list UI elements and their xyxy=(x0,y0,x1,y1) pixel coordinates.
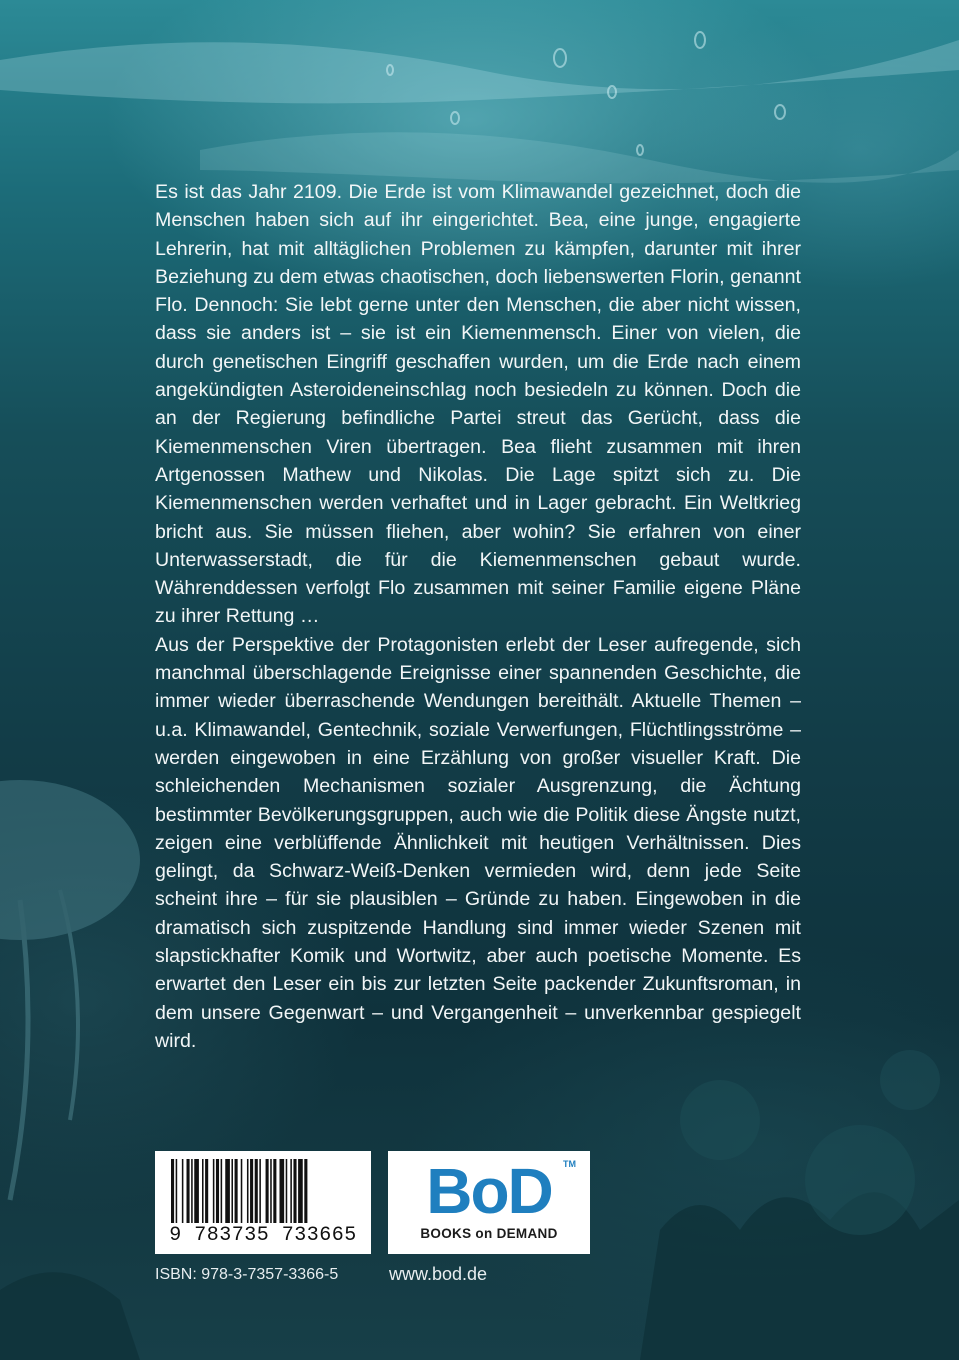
publisher-website[interactable]: www.bod.de xyxy=(389,1264,488,1284)
barcode-digits: 9 783735 733665 xyxy=(169,1224,357,1247)
bod-logo-text: BoD xyxy=(426,1155,552,1227)
barcode-bars xyxy=(171,1159,355,1223)
blurb-paragraph: Es ist das Jahr 2109. Die Erde ist vom Klimawandel gezeichnet, doch die Menschen haben sich auf ihr eingerichtet. Bea, eine junge, engagierte Lehrerin, hat mit alltäglichen Problemen zu kämpfen, darunter mit ihrer Beziehung zu dem etwas chaotischen, doch liebenswerten Florin, genannt Flo. Dennoch: Sie lebt gerne unter den Menschen, die aber nicht wissen, dass sie anders ist – sie ist ein Kiemenmensch. Einer von vielen, die durch genetischen Eingriff geschaffen wurden, um die Erde nach einem angekündigten Asteroideneinschlag noch besiedeln zu können. Doch die an der Regierung befindliche Partei streut das Gerücht, dass die Kiemenmenschen Viren übertragen. Bea flieht zusammen mit ihren Artgenossen Mathew und Nikolas. Die Lage spitzt sich zu. Die Kiemenmenschen werden verhaftet und in Lager gebracht. Ein Weltkrieg bricht aus. Sie müssen fliehen, aber wohin? Sie erfahren von einer Unterwasserstadt, die für die Kiemenmenschen gebaut wurde. Währenddessen verfolgt Flo zusammen mit seiner Familie eigene Pläne zu ihrer Rettung … xyxy=(155,181,801,628)
barcode xyxy=(155,1151,371,1254)
blurb-text xyxy=(155,178,801,1055)
trademark-mark: TM xyxy=(563,1159,576,1169)
blurb-paragraph: Aus der Perspektive der Protagonisten erlebt der Leser aufregende, sich manchmal überschlagende Ereignisse einer spannenden Geschichte, die immer wieder überraschende Wendungen bereithält. Aktuelle Themen – u.a. Klimawandel, Gentechnik, soziale Verwerfungen, Flüchtlingsströme – werden eingewoben in eine Erzählung von großer visueller Kraft. Die schleichenden Mechanismen sozialer Ausgrenzung, die Ächtung bestimmter Bevölkerungsgruppen, auch wie die Politik diese Ängste nutzt, zeigen eine verblüffende Ähnlichkeit mit heutigen Verhältnissen. Dies gelingt, da Schwarz-Weiß-Denken vermieden wird, denn jede Seite scheint ihre – für sie plausiblen – Gründe zu haben. Eingewoben in die dramatisch sich zuspitzende Handlung sind immer wieder Szenen mit slapstickhafter Komik und Wortwitz, aber auch poetische Momente. Es erwartet den Leser ein bis zur letzten Seite packender Zukunftsroman, in dem unsere Gegenwart – und Vergangenheit – unverkennbar gespiegelt wird. xyxy=(155,633,801,1052)
publisher-logo xyxy=(388,1151,590,1254)
isbn-number: ISBN: 978-3-7357-3366-5 xyxy=(155,1266,339,1283)
publisher-tagline: BOOKS on DEMAND xyxy=(420,1226,558,1241)
